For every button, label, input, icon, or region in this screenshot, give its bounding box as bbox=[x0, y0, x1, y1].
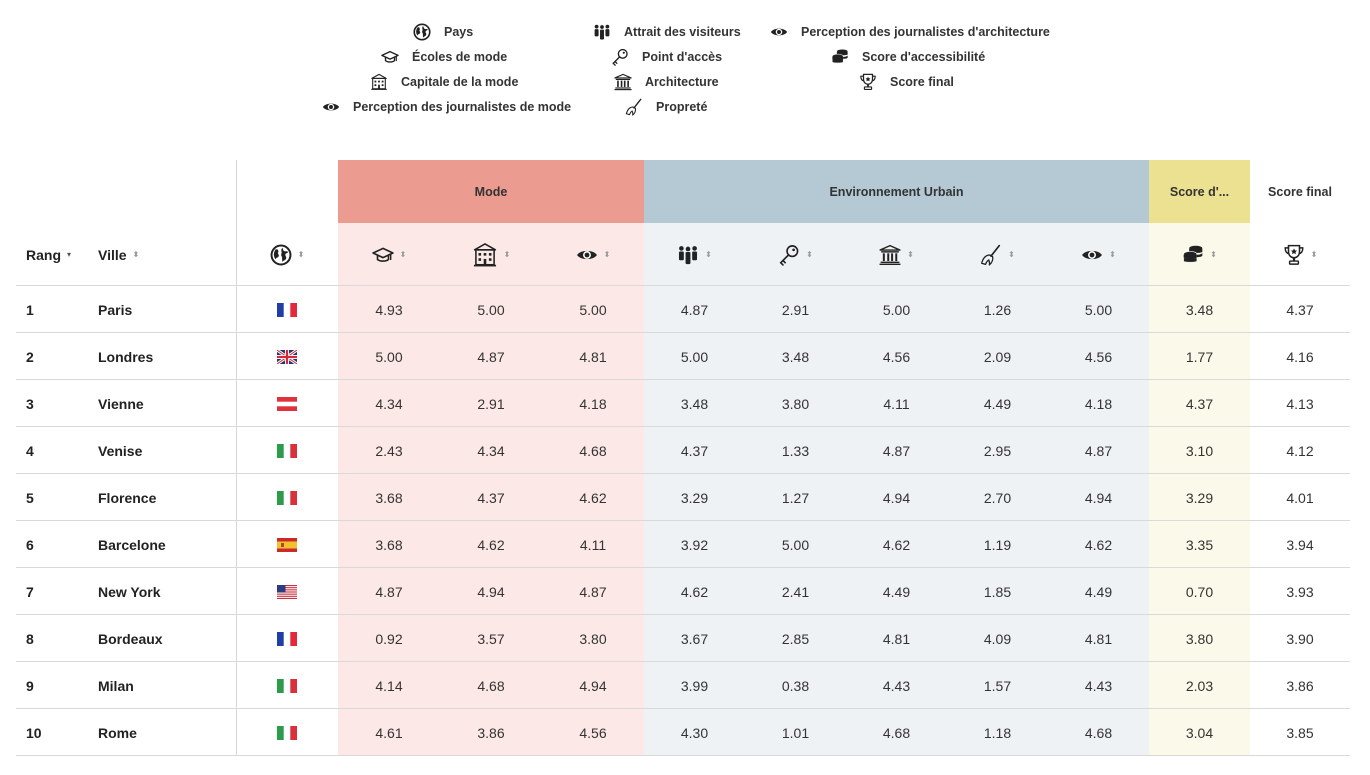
legend-item-perception-mode bbox=[321, 97, 571, 117]
score-final-cell: 4.01 bbox=[1286, 489, 1314, 506]
capitale-mode-cell: 3.57 bbox=[477, 630, 505, 647]
ecoles-de-mode-cell: 4.87 bbox=[375, 583, 403, 600]
point-acces-cell: 3.48 bbox=[781, 348, 810, 365]
ecoles-de-mode-cell: 4.93 bbox=[375, 301, 403, 318]
attrait-visiteurs-cell: 3.48 bbox=[680, 395, 709, 412]
proprete-cell: 4.49 bbox=[983, 395, 1012, 412]
header-pays[interactable] bbox=[236, 223, 338, 286]
perception-mode-cell: 4.94 bbox=[579, 677, 607, 694]
country-cell bbox=[236, 427, 338, 474]
perception-architecture-cell: 4.87 bbox=[1084, 442, 1113, 459]
sort-icon[interactable]: ⬍ bbox=[1008, 249, 1015, 259]
visitors-icon bbox=[677, 244, 699, 266]
table-row bbox=[16, 568, 1350, 615]
attrait-visiteurs-cell: 3.99 bbox=[680, 677, 709, 694]
coins-icon bbox=[830, 47, 850, 67]
point-acces-cell: 2.41 bbox=[781, 583, 810, 600]
point-acces-cell: 1.33 bbox=[781, 442, 810, 459]
sort-icon[interactable]: ⬍ bbox=[1210, 249, 1217, 259]
score-final-cell: 4.13 bbox=[1286, 395, 1314, 412]
perception-mode-cell: 5.00 bbox=[579, 301, 607, 318]
capitale-mode-cell: 4.34 bbox=[477, 442, 505, 459]
header-score-final[interactable] bbox=[1250, 223, 1350, 286]
score-accessibilite-cell: 3.04 bbox=[1185, 724, 1214, 741]
city-cell: Bordeaux bbox=[98, 630, 163, 647]
legend-item-perception-architecture bbox=[769, 22, 1050, 42]
eye-icon bbox=[1081, 244, 1103, 266]
perception-architecture-cell: 4.56 bbox=[1084, 348, 1113, 365]
attrait-visiteurs-cell: 3.92 bbox=[680, 536, 709, 553]
proprete-cell: 2.70 bbox=[983, 489, 1012, 506]
city-cell: Rome bbox=[98, 724, 137, 741]
table-row bbox=[16, 380, 1350, 427]
key-icon bbox=[778, 244, 800, 266]
table-row bbox=[16, 333, 1350, 380]
city-cell: Vienne bbox=[98, 395, 144, 412]
legend-label: Score d'accessibilité bbox=[862, 50, 986, 64]
sort-icon[interactable]: ⬍ bbox=[806, 249, 813, 259]
header-score-accessibilite[interactable] bbox=[1149, 223, 1250, 286]
broom-icon bbox=[624, 97, 644, 117]
architecture-cell: 4.62 bbox=[882, 536, 911, 553]
uk-flag-icon bbox=[277, 350, 297, 364]
score-accessibilite-cell: 0.70 bbox=[1185, 583, 1214, 600]
legend-item-accessibilite bbox=[830, 47, 985, 67]
table-row bbox=[16, 521, 1350, 568]
legend-item-proprete bbox=[624, 97, 707, 117]
coins-icon bbox=[1182, 244, 1204, 266]
header-ville-label: Ville bbox=[98, 246, 127, 263]
architecture-cell: 4.68 bbox=[882, 724, 911, 741]
point-acces-cell: 0.38 bbox=[781, 677, 810, 694]
architecture-cell: 4.43 bbox=[882, 677, 911, 694]
ecoles-de-mode-cell: 4.34 bbox=[375, 395, 403, 412]
perception-mode-cell: 4.81 bbox=[579, 348, 607, 365]
sort-icon[interactable]: ▾ bbox=[67, 249, 72, 259]
perception-mode-cell: 4.56 bbox=[579, 724, 607, 741]
capitale-mode-cell: 2.91 bbox=[477, 395, 505, 412]
legend-label: Point d'accès bbox=[642, 50, 723, 64]
score-final-cell: 3.90 bbox=[1286, 630, 1314, 647]
country-cell bbox=[236, 286, 338, 333]
country-cell bbox=[236, 521, 338, 568]
point-acces-cell: 3.80 bbox=[781, 395, 810, 412]
point-acces-cell: 1.01 bbox=[781, 724, 810, 741]
proprete-cell: 1.26 bbox=[983, 301, 1012, 318]
trophy-icon bbox=[858, 72, 878, 92]
legend-item-architecture bbox=[613, 72, 719, 92]
perception-architecture-cell: 4.18 bbox=[1084, 395, 1113, 412]
architecture-cell: 5.00 bbox=[882, 301, 911, 318]
perception-mode-cell: 4.87 bbox=[579, 583, 607, 600]
legend-label: Perception des journalistes de mode bbox=[353, 100, 572, 114]
header-rang-label: Rang bbox=[26, 246, 61, 263]
group-header-final: Score final bbox=[1250, 160, 1350, 223]
graduation-cap-icon bbox=[380, 47, 400, 67]
country-cell bbox=[236, 568, 338, 615]
point-acces-cell: 2.85 bbox=[781, 630, 810, 647]
columns-icon bbox=[879, 244, 901, 266]
architecture-cell: 4.56 bbox=[882, 348, 911, 365]
legend-item-score-final bbox=[858, 72, 954, 92]
ecoles-de-mode-cell: 3.68 bbox=[375, 489, 403, 506]
capitale-mode-cell: 4.37 bbox=[477, 489, 505, 506]
group-header-accessibility: Score d'... bbox=[1149, 160, 1250, 223]
header-rang[interactable] bbox=[26, 223, 71, 286]
sort-icon[interactable]: ⬍ bbox=[1310, 249, 1318, 259]
score-accessibilite-cell: 2.03 bbox=[1185, 677, 1214, 694]
table-row bbox=[16, 427, 1350, 474]
table-row bbox=[16, 474, 1350, 521]
header-point-acces[interactable] bbox=[745, 223, 846, 286]
sort-icon[interactable]: ⬍ bbox=[1109, 249, 1116, 259]
rank-cell: 6 bbox=[26, 536, 34, 553]
graduation-cap-icon bbox=[372, 244, 394, 266]
rank-cell: 2 bbox=[26, 348, 34, 365]
architecture-cell: 4.49 bbox=[882, 583, 911, 600]
perception-architecture-cell: 4.81 bbox=[1084, 630, 1113, 647]
attrait-visiteurs-cell: 4.62 bbox=[680, 583, 709, 600]
score-final-cell: 4.16 bbox=[1286, 348, 1314, 365]
attrait-visiteurs-cell: 3.67 bbox=[680, 630, 709, 647]
score-accessibilite-cell: 3.29 bbox=[1185, 489, 1214, 506]
perception-architecture-cell: 4.94 bbox=[1084, 489, 1113, 506]
ranking-table bbox=[16, 160, 1350, 756]
rank-cell: 10 bbox=[26, 724, 42, 741]
header-architecture[interactable] bbox=[846, 223, 947, 286]
table-row bbox=[16, 286, 1350, 333]
score-accessibilite-cell: 3.80 bbox=[1185, 630, 1214, 647]
score-final-cell: 4.37 bbox=[1286, 301, 1314, 318]
city-cell: Barcelone bbox=[98, 536, 166, 553]
sort-icon[interactable]: ⬍ bbox=[603, 249, 611, 259]
header-ecoles-de-mode[interactable] bbox=[338, 223, 440, 286]
country-cell bbox=[236, 333, 338, 380]
rank-cell: 1 bbox=[26, 301, 34, 318]
broom-icon bbox=[980, 244, 1002, 266]
globe-icon bbox=[270, 244, 292, 266]
perception-architecture-cell: 4.43 bbox=[1084, 677, 1113, 694]
attrait-visiteurs-cell: 4.87 bbox=[680, 301, 709, 318]
rank-cell: 4 bbox=[26, 442, 34, 459]
group-header-environment: Environnement Urbain bbox=[644, 160, 1149, 223]
city-cell: New York bbox=[98, 583, 161, 600]
globe-icon bbox=[412, 22, 432, 42]
proprete-cell: 2.95 bbox=[983, 442, 1012, 459]
perception-mode-cell: 4.18 bbox=[579, 395, 607, 412]
proprete-cell: 1.85 bbox=[983, 583, 1012, 600]
sort-icon[interactable]: ⬍ bbox=[705, 249, 712, 259]
architecture-cell: 4.11 bbox=[883, 395, 910, 412]
score-final-cell: 3.85 bbox=[1286, 724, 1314, 741]
country-cell bbox=[236, 709, 338, 756]
trophy-icon bbox=[1283, 244, 1305, 266]
ecoles-de-mode-cell: 4.61 bbox=[375, 724, 403, 741]
italy-flag-icon bbox=[277, 679, 297, 693]
legend-item-visiteurs bbox=[592, 22, 741, 42]
capitale-mode-cell: 3.86 bbox=[477, 724, 505, 741]
score-accessibilite-cell: 1.77 bbox=[1185, 348, 1214, 365]
capitale-mode-cell: 4.94 bbox=[477, 583, 505, 600]
city-cell: Florence bbox=[98, 489, 157, 506]
header-perception-architecture[interactable] bbox=[1048, 223, 1149, 286]
table-row bbox=[16, 662, 1350, 709]
sort-icon[interactable]: ⬍ bbox=[132, 249, 140, 259]
attrait-visiteurs-cell: 3.29 bbox=[680, 489, 709, 506]
perception-mode-cell: 4.68 bbox=[579, 442, 607, 459]
italy-flag-icon bbox=[277, 726, 297, 740]
city-cell: Londres bbox=[98, 348, 154, 365]
perception-architecture-cell: 5.00 bbox=[1084, 301, 1113, 318]
attrait-visiteurs-cell: 5.00 bbox=[680, 348, 709, 365]
austria-flag-icon bbox=[277, 397, 297, 411]
sort-icon[interactable]: ⬍ bbox=[399, 249, 407, 259]
building-icon bbox=[472, 242, 498, 268]
france-flag-icon bbox=[277, 303, 297, 317]
france-flag-icon bbox=[277, 632, 297, 646]
proprete-cell: 1.19 bbox=[983, 536, 1012, 553]
point-acces-cell: 1.27 bbox=[781, 489, 810, 506]
rank-cell: 5 bbox=[26, 489, 34, 506]
legend-label: Capitale de la mode bbox=[401, 75, 519, 89]
rank-cell: 3 bbox=[26, 395, 34, 412]
perception-mode-cell: 4.11 bbox=[579, 536, 607, 553]
legend-label: Perception des journalistes d'architecture bbox=[801, 25, 1050, 39]
proprete-cell: 2.09 bbox=[983, 348, 1012, 365]
header-perception-mode[interactable] bbox=[542, 223, 644, 286]
ecoles-de-mode-cell: 0.92 bbox=[375, 630, 403, 647]
proprete-cell: 1.57 bbox=[983, 677, 1012, 694]
capitale-mode-cell: 4.62 bbox=[477, 536, 505, 553]
perception-architecture-cell: 4.68 bbox=[1084, 724, 1113, 741]
architecture-cell: 4.87 bbox=[882, 442, 911, 459]
legend-label: Architecture bbox=[645, 75, 719, 89]
sort-icon[interactable]: ⬍ bbox=[907, 249, 914, 259]
score-accessibilite-cell: 4.37 bbox=[1185, 395, 1214, 412]
building-icon bbox=[369, 72, 389, 92]
architecture-cell: 4.81 bbox=[882, 630, 911, 647]
score-final-cell: 3.86 bbox=[1286, 677, 1314, 694]
city-cell: Venise bbox=[98, 442, 143, 459]
proprete-cell: 4.09 bbox=[983, 630, 1012, 647]
header-capitale-mode[interactable] bbox=[440, 223, 542, 286]
eye-icon bbox=[576, 244, 598, 266]
ecoles-de-mode-cell: 5.00 bbox=[375, 348, 403, 365]
legend-item-ecoles bbox=[380, 47, 507, 67]
table-row bbox=[16, 709, 1350, 756]
rank-cell: 7 bbox=[26, 583, 34, 600]
visitors-icon bbox=[592, 22, 612, 42]
score-accessibilite-cell: 3.10 bbox=[1185, 442, 1214, 459]
capitale-mode-cell: 4.68 bbox=[477, 677, 505, 694]
legend-label: Propreté bbox=[656, 100, 708, 114]
ecoles-de-mode-cell: 4.14 bbox=[375, 677, 403, 694]
header-ville[interactable] bbox=[98, 223, 139, 286]
perception-architecture-cell: 4.62 bbox=[1084, 536, 1113, 553]
header-proprete[interactable] bbox=[947, 223, 1048, 286]
score-accessibilite-cell: 3.48 bbox=[1185, 301, 1214, 318]
city-cell: Paris bbox=[98, 301, 133, 318]
country-cell bbox=[236, 615, 338, 662]
table-row bbox=[16, 615, 1350, 662]
proprete-cell: 1.18 bbox=[983, 724, 1012, 741]
legend-label: Pays bbox=[444, 25, 474, 39]
legend-item-acces bbox=[610, 47, 722, 67]
ecoles-de-mode-cell: 3.68 bbox=[375, 536, 403, 553]
attrait-visiteurs-cell: 4.37 bbox=[680, 442, 709, 459]
rank-cell: 9 bbox=[26, 677, 34, 694]
italy-flag-icon bbox=[277, 444, 297, 458]
ecoles-de-mode-cell: 2.43 bbox=[375, 442, 403, 459]
sort-icon[interactable]: ⬍ bbox=[503, 249, 511, 259]
country-cell bbox=[236, 380, 338, 427]
country-cell bbox=[236, 474, 338, 521]
eye-icon bbox=[321, 97, 341, 117]
italy-flag-icon bbox=[277, 491, 297, 505]
rank-cell: 8 bbox=[26, 630, 34, 647]
usa-flag-icon bbox=[277, 585, 297, 599]
legend-label: Attrait des visiteurs bbox=[624, 25, 741, 39]
legend-item-pays bbox=[412, 22, 473, 42]
eye-icon bbox=[769, 22, 789, 42]
key-icon bbox=[610, 47, 630, 67]
perception-mode-cell: 3.80 bbox=[579, 630, 607, 647]
spain-flag-icon bbox=[277, 538, 297, 552]
legend-label: Score final bbox=[890, 75, 954, 89]
columns-icon bbox=[613, 72, 633, 92]
legend-item-capitale bbox=[369, 72, 518, 92]
architecture-cell: 4.94 bbox=[882, 489, 911, 506]
header-attrait-visiteurs[interactable] bbox=[644, 223, 745, 286]
country-cell bbox=[236, 662, 338, 709]
score-final-cell: 4.12 bbox=[1286, 442, 1314, 459]
score-final-cell: 3.94 bbox=[1286, 536, 1314, 553]
perception-mode-cell: 4.62 bbox=[579, 489, 607, 506]
point-acces-cell: 5.00 bbox=[781, 536, 810, 553]
sort-icon[interactable]: ⬍ bbox=[297, 249, 305, 259]
attrait-visiteurs-cell: 4.30 bbox=[680, 724, 709, 741]
row-divider bbox=[16, 755, 1350, 756]
point-acces-cell: 2.91 bbox=[781, 301, 810, 318]
city-cell: Milan bbox=[98, 677, 134, 694]
capitale-mode-cell: 4.87 bbox=[477, 348, 505, 365]
capitale-mode-cell: 5.00 bbox=[477, 301, 505, 318]
perception-architecture-cell: 4.49 bbox=[1084, 583, 1113, 600]
score-accessibilite-cell: 3.35 bbox=[1185, 536, 1214, 553]
group-header-mode: Mode bbox=[338, 160, 644, 223]
score-final-cell: 3.93 bbox=[1286, 583, 1314, 600]
legend-label: Écoles de mode bbox=[412, 50, 508, 64]
